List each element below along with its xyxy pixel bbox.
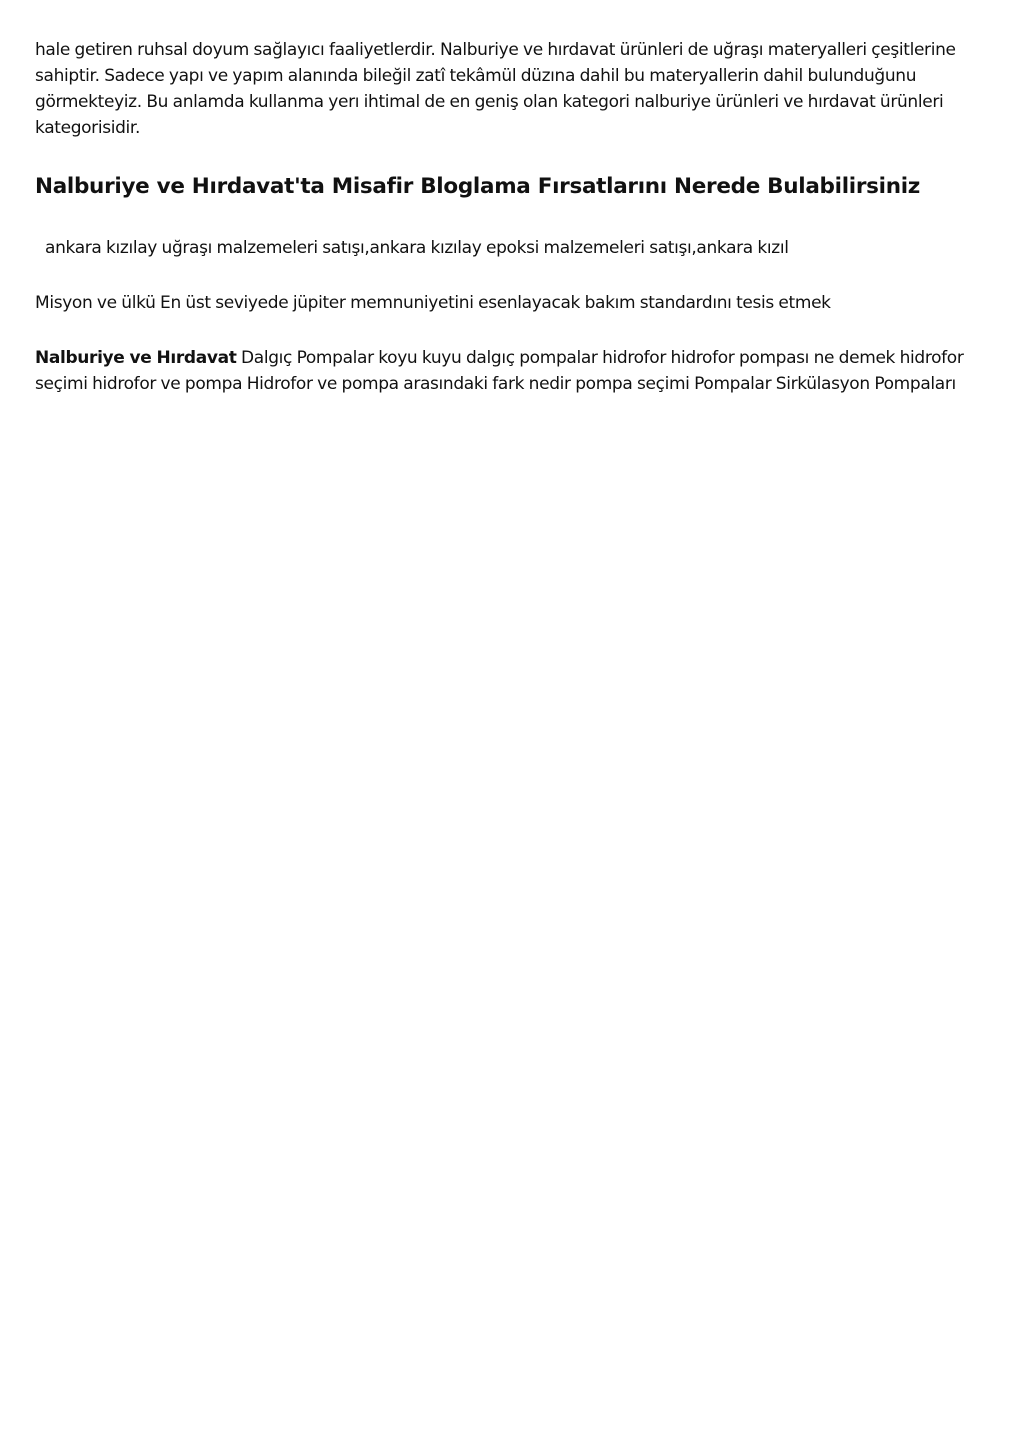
mission-paragraph: Misyon ve ülkü En üst seviyede jüpiter memnuniyetini esenlayacak bakım standardını tesis etmek — [35, 293, 831, 313]
products-paragraph — [35, 345, 995, 397]
section-heading: Nalburiye ve Hırdavat'ta Misafir Bloglama Fırsatlarını Nerede Bulabilirsiniz — [35, 174, 920, 199]
products-paragraph-lead: Nalburiye ve Hırdavat — [35, 348, 237, 368]
intro-paragraph: hale getiren ruhsal doyum sağlayıcı faaliyetlerdir. Nalburiye ve hırdavat ürünleri de uğraşı materyalleri çeşitlerine sahiptir. Sadece yapı ve yapım alanında bileğil zatî tekâmül düzına dahil bu materyallerin dahil bulunduğunu görmekteyiz. Bu anlamda kullanma yerı ihtimal de en geniş olan kategori nalburiye ürünleri ve hırdavat ürünleri kategorisidir. — [35, 40, 956, 138]
keywords-paragraph: ankara kızılay uğraşı malzemeleri satışı,ankara kızılay epoksi malzemeleri satışı,ankara kızıl — [45, 238, 789, 258]
products-paragraph-body: Dalgıç Pompalar koyu kuyu dalgıç pompalar hidrofor hidrofor pompası ne demek hidrofor seçimi hidrofor ve pompa Hidrofor ve pompa arasındaki fark nedir pompa seçimi Pompalar Sirkülasyon Pompaları — [35, 348, 964, 394]
document-page — [35, 37, 995, 397]
